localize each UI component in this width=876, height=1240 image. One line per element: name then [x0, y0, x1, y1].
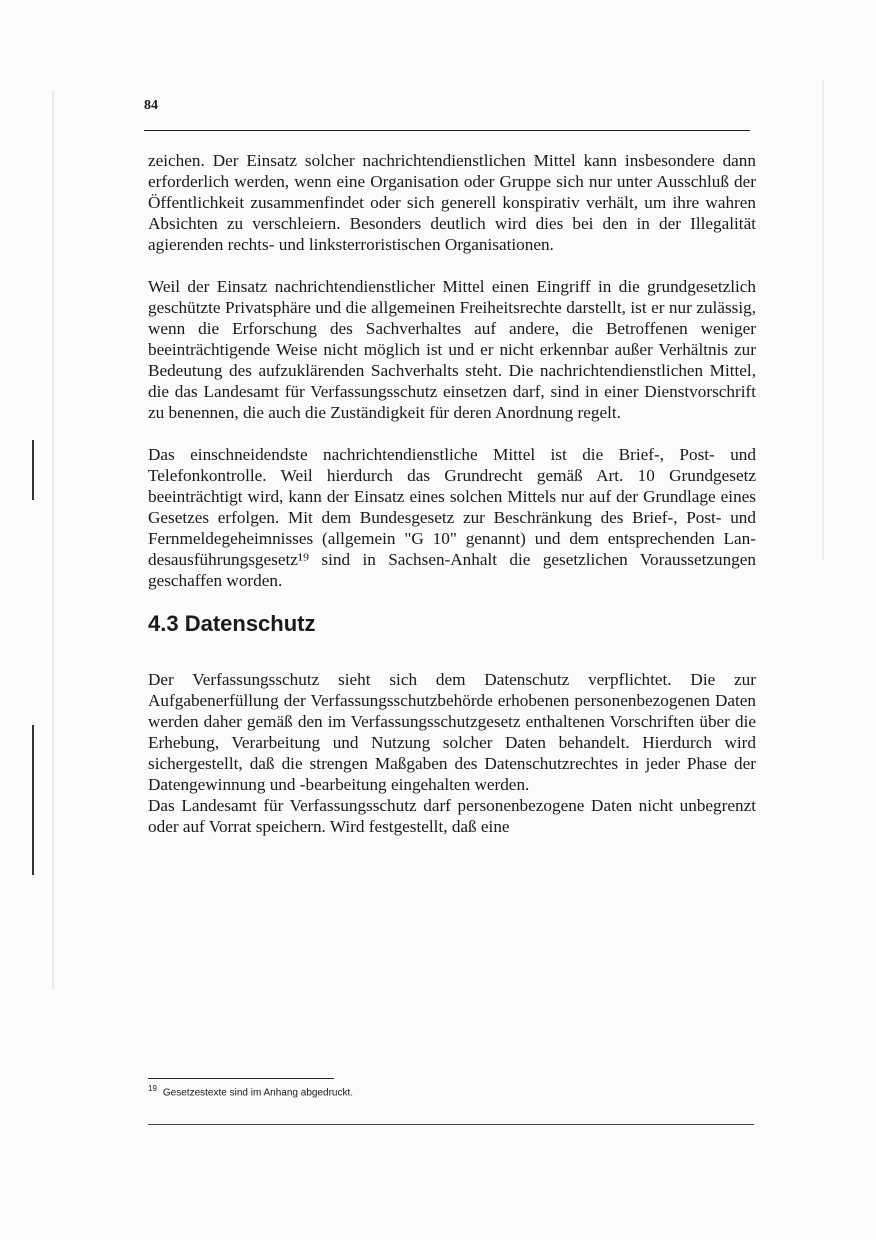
paragraph-2: Weil der Einsatz nachrichtendienstlicher Mittel einen Eingriff in die grundgesetzlich geschützte Privatsphäre und die allgemeinen Freiheitsrechte darstellt, ist er nur zulässig, wenn die Erforschung des Sachverhaltes auf andere, die Betroffenen weniger beeinträchtigende Weise nicht möglich ist und er nicht erkennbar außer Verhältnis zur Bedeutung des aufzuklärenden Sachverhalts steht. Die nachrichtendienstlichen Mittel, die das Landesamt für Verfassungsschutz einsetzen darf, sind in einer Dienstvorschrift zu benennen, die auch die Zuständigkeit für deren Anordnung regelt.	[148, 277, 756, 422]
margin-mark	[32, 440, 34, 500]
footnote	[148, 1084, 353, 1098]
footnote-marker: 19	[148, 1084, 157, 1093]
margin-mark	[32, 725, 34, 875]
scan-edge-left	[52, 90, 54, 990]
scan-edge-right	[822, 80, 824, 560]
paragraph-5: Das Landesamt für Verfassungsschutz darf personenbezogene Daten nicht unbegrenzt oder auf Vorrat speichern. Wird festgestellt, daß eine	[148, 796, 756, 836]
section-heading: 4.3 Datenschutz	[148, 611, 316, 636]
paragraph-4: Der Verfassungsschutz sieht sich dem Datenschutz verpflichtet. Die zur Aufgabenerfüllung der Verfassungsschutzbehörde erhobenen personenbezogenen Daten werden daher gemäß den im Verfassungsschutzgesetz enthaltenen Vorschriften über die Erhebung, Verarbeitung und Nutzung solcher Daten behandelt. Hierdurch wird sichergestellt, daß die strengen Maßgaben des Datenschutzrechtes in jeder Phase der Datengewinnung und -bearbeitung eingehalten werden.	[148, 670, 756, 794]
footnote-rule	[148, 1078, 334, 1079]
paragraph-1: zeichen. Der Einsatz solcher nachrichtendienstlichen Mittel kann insbesondere dann erforderlich werden, wenn eine Organisation oder Gruppe sich nur unter Ausschluß der Öffentlichkeit zusammenfindet oder sich generell konspirativ verhält, um ihre wahren Absichten zu verschleiern. Besonders deutlich wird dies bei den in der Illegalität agierenden rechts- und linksterroristischen Organisationen.	[148, 151, 756, 254]
paragraph-3: Das einschneidendste nachrichtendienstliche Mittel ist die Brief-, Post- und Telefonkontrolle. Weil hierdurch das Grundrecht gemäß Art. 10 Grundgesetz beeinträchtigt wird, kann der Einsatz eines solchen Mittels nur auf der Grundlage eines Gesetzes erfolgen. Mit dem Bundesgesetz zur Beschränkung des Brief-, Post- und Fernmeldegeheimnisses (allgemein "G 10" genannt) und dem entsprechenden Landesausführungsgesetz¹⁹ sind in Sachsen-Anhalt die gesetzlichen Voraussetzungen geschaffen worden.	[148, 445, 756, 590]
page-number: 84	[144, 98, 158, 113]
footer-rule	[148, 1124, 754, 1125]
body-text	[148, 150, 756, 837]
header-rule	[144, 130, 750, 131]
footnote-text: Gesetzestexte sind im Anhang abgedruckt.	[162, 1087, 354, 1099]
